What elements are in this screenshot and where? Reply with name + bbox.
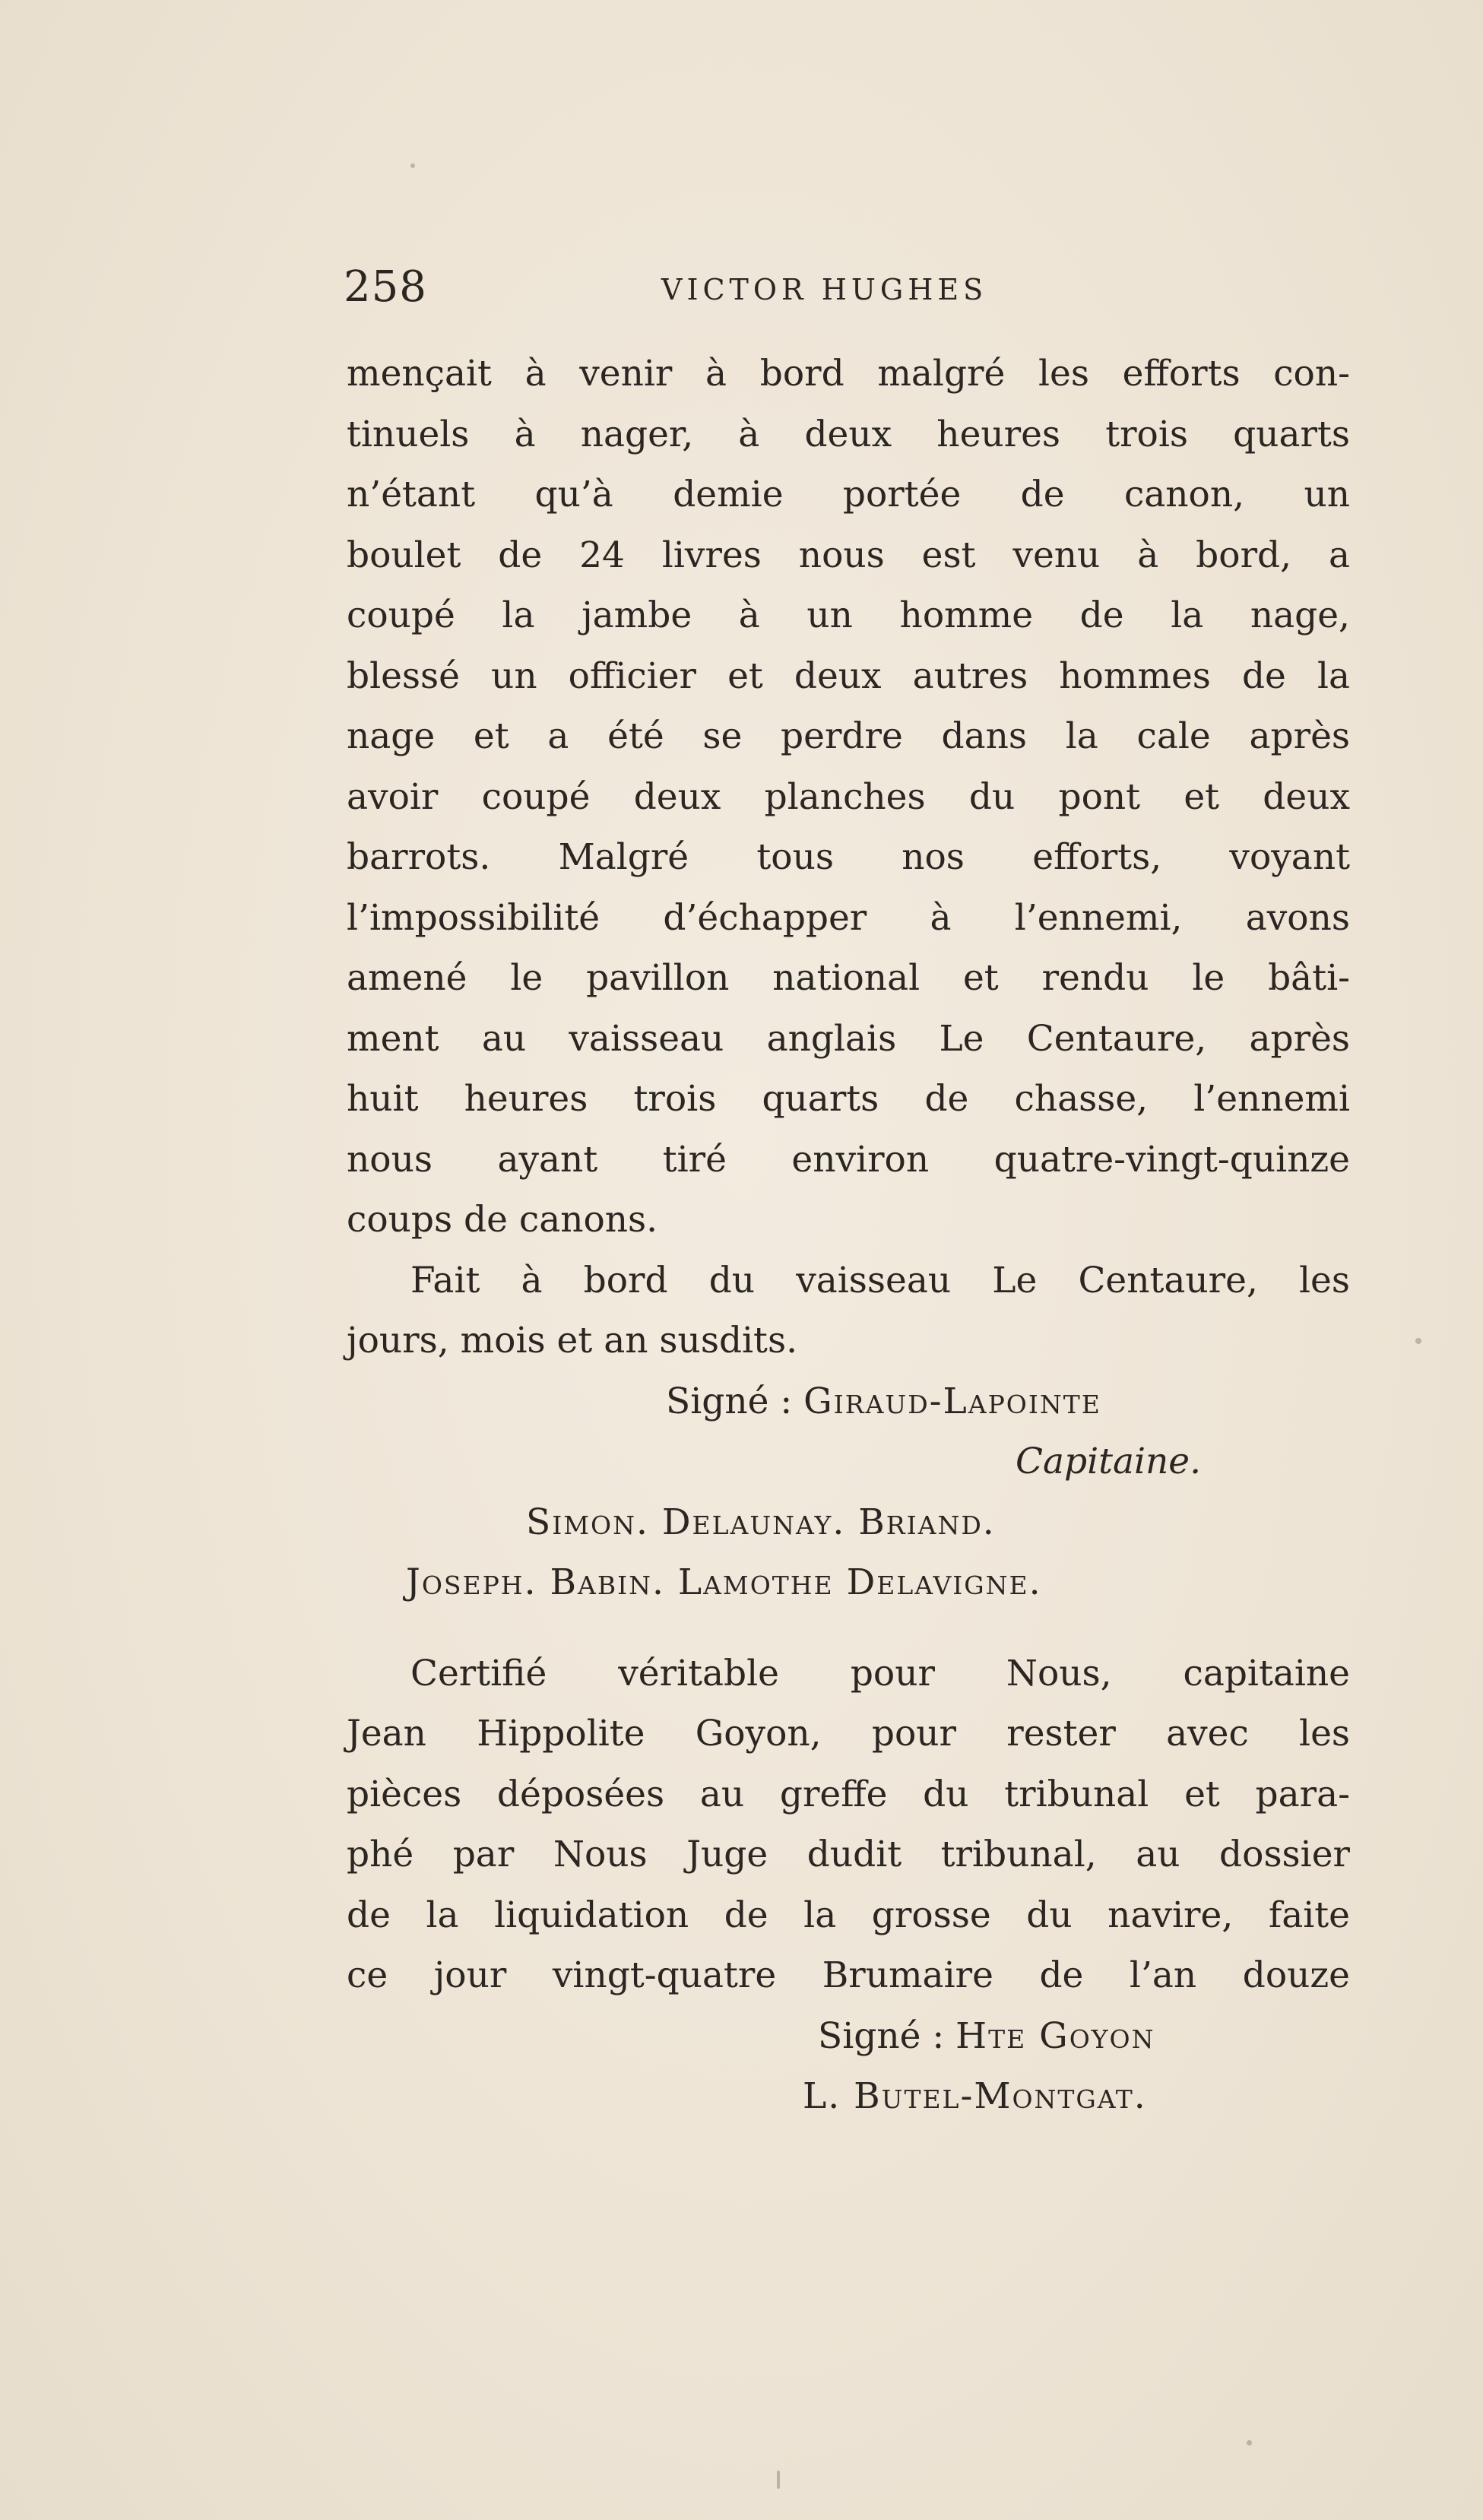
text-line: pièces déposées au greffe du tribunal et para- bbox=[347, 1773, 1350, 1815]
text-line: amené le pavillon national et rendu le bâti- bbox=[347, 957, 1350, 999]
signed-label: Signé : bbox=[818, 2014, 945, 2057]
text-line: Fait à bord du vaisseau Le Centaure, les bbox=[410, 1259, 1350, 1301]
report-signature-block bbox=[347, 1371, 1350, 1613]
text-line: barrots. Malgré tous nos efforts, voyant bbox=[347, 836, 1350, 878]
text-line: coups de canons. bbox=[347, 1199, 658, 1241]
certification-signature-block bbox=[347, 2006, 1350, 2127]
text-line: Certifié véritable pour Nous, capitaine bbox=[410, 1652, 1350, 1694]
signatory-name: Giraud-Lapointe bbox=[803, 1380, 1101, 1422]
text-line: n’étant qu’à demie portée de canon, un bbox=[347, 474, 1350, 515]
signatory-name: Hte Goyon bbox=[955, 2014, 1155, 2057]
paper-speck bbox=[777, 2471, 780, 2489]
text-line: ment au vaisseau anglais Le Centaure, après bbox=[347, 1017, 1350, 1060]
report-paragraph bbox=[347, 344, 1350, 1250]
cosignatory-name: L. Butel-Montgat. bbox=[803, 2075, 1147, 2117]
text-line: ce jour vingt-quatre Brumaire de l’an douze bbox=[347, 1954, 1350, 1996]
signatory-title: Capitaine. bbox=[1016, 1441, 1202, 1482]
signature-line bbox=[347, 1371, 1350, 1432]
page-number: 258 bbox=[344, 262, 427, 312]
text-line: jours, mois et an susdits. bbox=[347, 1320, 798, 1361]
signed-label: Signé : bbox=[666, 1380, 793, 1422]
page-header bbox=[344, 262, 1408, 323]
page-body bbox=[347, 344, 1350, 2127]
text-line: coupé la jambe à un homme de la nage, bbox=[347, 594, 1350, 636]
paper-speck bbox=[1415, 1338, 1421, 1344]
closing-paragraph bbox=[347, 1250, 1350, 1371]
text-line: mençait à venir à bord malgré les efforts con- bbox=[347, 353, 1350, 395]
witness-names: Joseph. Babin. Lamothe Delavigne. bbox=[406, 1561, 1042, 1603]
paper-speck bbox=[1247, 2440, 1252, 2446]
text-line: nous ayant tiré environ quatre-vingt-quinze bbox=[347, 1138, 1350, 1181]
text-line: l’impossibilité d’échapper à l’ennemi, avons bbox=[347, 896, 1350, 939]
paper-speck bbox=[410, 163, 415, 168]
text-line: blessé un officier et deux autres hommes de la bbox=[347, 655, 1350, 697]
text-line: phé par Nous Juge dudit tribunal, au dossier bbox=[347, 1834, 1350, 1875]
certification-paragraph bbox=[347, 1644, 1350, 2006]
signature-line bbox=[347, 2006, 1350, 2067]
text-line: huit heures trois quarts de chasse, l’ennemi bbox=[347, 1078, 1350, 1120]
text-line: de la liquidation de la grosse du navire, faite bbox=[347, 1894, 1350, 1936]
text-line: tinuels à nager, à deux heures trois quarts bbox=[347, 413, 1350, 455]
section-gap bbox=[347, 1613, 1350, 1644]
text-line: boulet de 24 livres nous est venu à bord, a bbox=[347, 534, 1350, 576]
text-line: avoir coupé deux planches du pont et deux bbox=[347, 775, 1350, 818]
text-line: nage et a été se perdre dans la cale après bbox=[347, 715, 1350, 757]
witness-names: Simon. Delaunay. Briand. bbox=[526, 1501, 996, 1543]
text-line: Jean Hippolite Goyon, pour rester avec les bbox=[347, 1713, 1350, 1754]
running-title: VICTOR HUGHES bbox=[661, 273, 988, 306]
